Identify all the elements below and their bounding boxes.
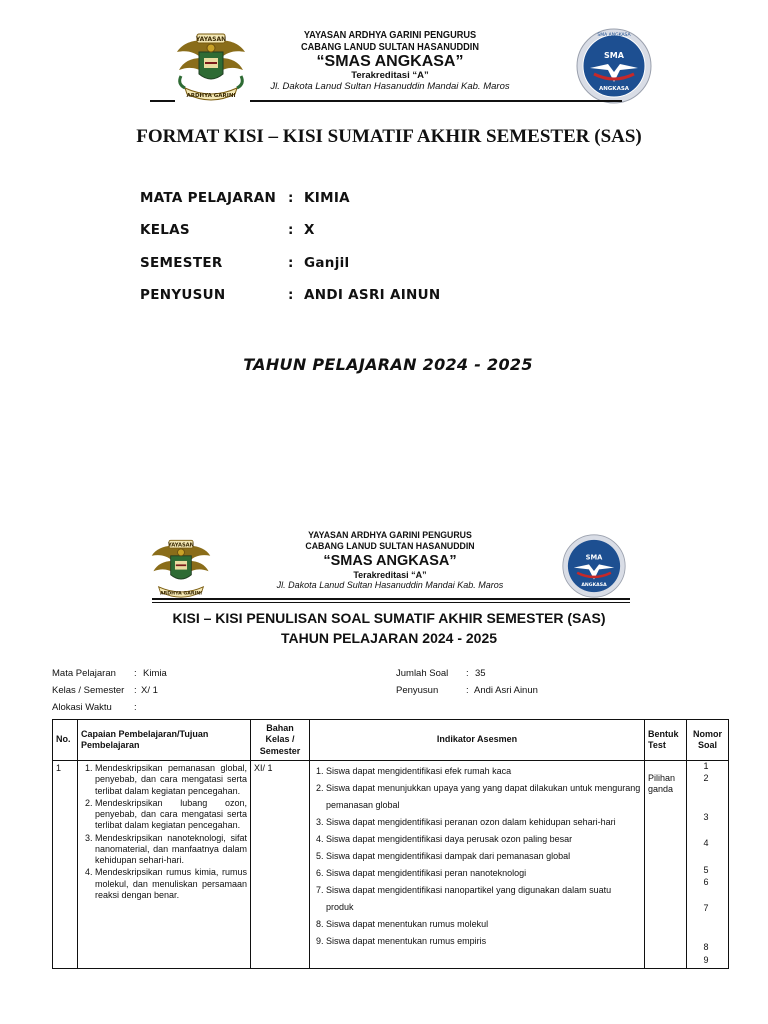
meta-value: Andi Asri Ainun — [474, 685, 538, 696]
field-value: X — [304, 222, 315, 238]
table-row — [53, 761, 729, 969]
nomor-item: 1 — [703, 761, 709, 771]
indicator-item: 6. Siswa dapat mengidentifikasi peran nanoteknologi — [326, 865, 641, 882]
nomor-item: 6 — [703, 877, 709, 887]
indicator-item: 9. Siswa dapat menentukan rumus empiris — [326, 933, 641, 950]
field-label: SEMESTER — [140, 255, 223, 271]
meta-value: 35 — [475, 668, 486, 679]
svg-text:SMA: SMA — [604, 51, 624, 60]
cp-list — [81, 763, 247, 901]
letterhead-rule-thin — [152, 602, 630, 603]
cover-year-title: TAHUN PELAJARAN 2024 - 2025 — [243, 355, 533, 374]
svg-text:ANGKASA: ANGKASA — [598, 86, 630, 92]
kisi-title — [0, 608, 768, 648]
field-label: PENYUSUN — [140, 287, 226, 303]
meta-value: Kimia — [143, 668, 167, 679]
foundation-line-1: YAYASAN ARDHYA GARINI PENGURUS — [308, 530, 472, 541]
letterhead-page2 — [0, 525, 768, 605]
header-bahan: Bahan Kelas / Semester — [251, 720, 310, 761]
nomor-item: 3 — [703, 812, 709, 822]
bentuk-value: Pilihan ganda — [648, 773, 676, 795]
field-semester — [140, 255, 540, 273]
meta-label: Mata Pelajaran — [52, 668, 116, 679]
cover-title: FORMAT KISI – KISI SUMATIF AKHIR SEMESTER (SAS) — [136, 126, 642, 147]
letterhead-text — [270, 531, 510, 590]
field-label: MATA PELAJARAN — [140, 190, 277, 206]
nomor-item: 4 — [703, 838, 709, 848]
field-value: ANDI ASRI AINUN — [304, 287, 441, 303]
indicator-item: 7. Siswa dapat mengidentifikasi nanopartikel yang digunakan dalam suatu produk — [326, 882, 641, 916]
foundation-logo — [150, 535, 212, 599]
foundation-line-2: CABANG LANUD SULTAN HASANUDDIN — [305, 540, 475, 552]
cp-item: 3. Mendeskripsikan nanoteknologi, sifat nanomaterial, dan manfaatnya dalam kehidupan sehari-hari. — [95, 833, 247, 867]
meta-label: Penyusun — [396, 685, 439, 696]
cell-no: 1 — [53, 761, 78, 969]
field-colon: : — [288, 190, 294, 206]
nomor-item: 7 — [703, 903, 709, 913]
meta-colon: : — [134, 702, 137, 713]
field-colon: : — [288, 255, 294, 271]
table-header-row — [53, 720, 729, 761]
cell-bentuk — [645, 761, 687, 969]
header-cp: Capaian Pembelajaran/Tujuan Pembelajaran — [78, 720, 251, 761]
meta-colon: : — [134, 685, 137, 696]
school-name: “SMAS ANGKASA” — [316, 53, 464, 70]
letterhead-rule-left — [150, 100, 175, 102]
nomor-item: 2 — [703, 773, 709, 783]
meta-jumlah — [396, 668, 486, 679]
svg-text:YAYASAN: YAYASAN — [195, 36, 227, 43]
field-colon: : — [288, 287, 294, 303]
foundation-line-2: CABANG LANUD SULTAN HASANUDDIN — [300, 41, 480, 53]
header-nomor: Nomor Soal — [687, 720, 729, 761]
field-colon: : — [288, 222, 294, 238]
field-mata-pelajaran — [140, 190, 540, 208]
meta-colon: : — [466, 668, 469, 679]
indicator-list — [313, 763, 641, 950]
kisi-title-line-2: TAHUN PELAJARAN 2024 - 2025 — [280, 630, 498, 646]
meta-label: Alokasi Waktu — [52, 702, 112, 713]
meta-value: X/ 1 — [141, 685, 158, 696]
svg-text:ARDHYA GARINI: ARDHYA GARINI — [159, 591, 203, 597]
field-label: KELAS — [140, 222, 190, 238]
meta-penyusun — [396, 685, 538, 696]
foundation-logo — [175, 28, 247, 102]
foundation-line-1: YAYASAN ARDHYA GARINI PENGURUS — [303, 30, 477, 41]
cp-item: 4. Mendeskripsikan rumus kimia, rumus molekul, dan menuliskan persamaan reaksi dengan benar. — [95, 867, 247, 901]
header-indikator: Indikator Asesmen — [310, 720, 645, 761]
letterhead-rule — [250, 100, 622, 102]
svg-text:YAYASAN: YAYASAN — [168, 542, 194, 549]
meta-alokasi — [52, 702, 137, 713]
indicator-item: 8. Siswa dapat menentukan rumus molekul — [326, 916, 641, 933]
school-logo — [576, 28, 652, 104]
nomor-item: 9 — [703, 955, 709, 965]
svg-text:SMA ANGKASA: SMA ANGKASA — [597, 33, 631, 38]
indicator-item: 5. Siswa dapat mengidentifikasi dampak dari pemanasan global — [326, 848, 641, 865]
meta-colon: : — [134, 668, 137, 679]
indicator-item: 2. Siswa dapat menunjukkan upaya yang yang dapat dilakukan untuk mengurang pemanasan global — [326, 780, 641, 814]
field-kelas — [140, 222, 540, 240]
svg-text:ANGKASA: ANGKASA — [581, 583, 607, 589]
cell-indikator — [310, 761, 645, 969]
indicator-item: 4. Siswa dapat mengidentifikasi daya perusak ozon paling besar — [326, 831, 641, 848]
kisi-table — [52, 719, 729, 969]
field-penyusun — [140, 287, 540, 305]
svg-text:SMA: SMA — [585, 553, 603, 562]
field-value: Ganjil — [304, 255, 350, 271]
cell-bahan: XI/ 1 — [251, 761, 310, 969]
indicator-item: 3. Siswa dapat mengidentifikasi peranan ozon dalam kehidupan sehari-hari — [326, 814, 641, 831]
meta-label: Kelas / Semester — [52, 685, 125, 696]
meta-mapel — [52, 668, 167, 679]
meta-colon: : — [466, 685, 469, 696]
school-name: “SMAS ANGKASA” — [323, 552, 457, 569]
school-address: Jl. Dakota Lanud Sultan Hasanuddin Mandai Kab. Maros — [276, 579, 504, 590]
meta-label: Jumlah Soal — [396, 668, 449, 679]
header-bentuk: Bentuk Test — [645, 720, 687, 761]
accreditation: Terakreditasi “A” — [351, 70, 429, 82]
cell-cp — [78, 761, 251, 969]
letterhead-rule — [152, 598, 630, 600]
letterhead-text — [270, 30, 510, 93]
indicator-item: 1. Siswa dapat mengidentifikasi efek rumah kaca — [326, 763, 641, 780]
meta-kelas — [52, 685, 158, 696]
school-logo — [562, 534, 626, 598]
header-no: No. — [53, 720, 78, 761]
accreditation: Terakreditasi “A” — [353, 569, 427, 580]
cp-item: 1. Mendeskripsikan pemanasan global, penyebab, dan cara mengatasi serta terlibat dalam kegiatan pencegahan. — [95, 763, 247, 797]
kisi-title-line-1: KISI – KISI PENULISAN SOAL SUMATIF AKHIR SEMESTER (SAS) — [172, 610, 606, 626]
cell-nomor — [687, 761, 729, 969]
letterhead-top — [0, 0, 768, 110]
field-value: KIMIA — [304, 190, 350, 206]
nomor-item: 5 — [703, 865, 709, 875]
school-address: Jl. Dakota Lanud Sultan Hasanuddin Mandai Kab. Maros — [270, 81, 510, 93]
cp-item: 2. Mendeskripsikan lubang ozon, penyebab, dan cara mengatasi serta terlibat dalam kegiatan pencegahan. — [95, 798, 247, 832]
nomor-item: 8 — [703, 942, 709, 952]
svg-text:ARDHYA GARINI: ARDHYA GARINI — [186, 93, 236, 99]
